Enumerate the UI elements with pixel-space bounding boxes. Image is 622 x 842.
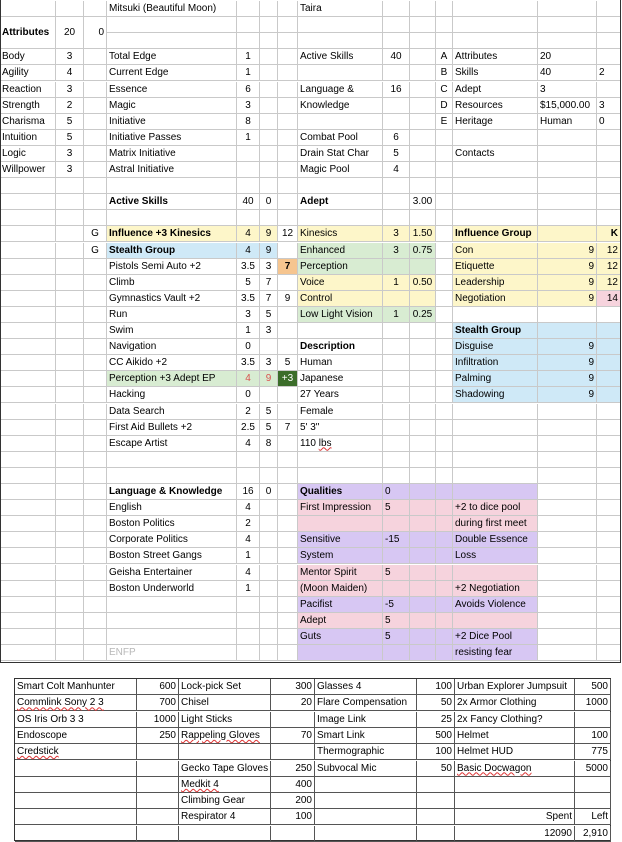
derived-stat-name: Matrix Initiative	[107, 146, 237, 162]
skill-pool-bonus: 9	[278, 291, 298, 307]
qualities-heading: Qualities	[298, 484, 383, 500]
skill-name: Perception +3 Adept EP	[107, 371, 237, 387]
combat-pool-value: 6	[383, 130, 410, 146]
equipment-grid-cell	[137, 826, 179, 842]
knowledge-skill-value: 4	[237, 500, 260, 516]
skill-pool: 7	[260, 275, 278, 291]
priority-letter: B	[436, 65, 453, 81]
knowledge-skill-name: Boston Politics	[107, 516, 237, 532]
equipment-grid-cell	[417, 793, 455, 809]
skill-pool: 9	[260, 243, 278, 259]
quality-note: Double Essence	[453, 532, 538, 548]
quality-note: +2 Dice Pool	[453, 629, 538, 645]
influence-group-column: K	[597, 226, 621, 242]
quality-name: Guts	[298, 629, 383, 645]
skill-name: Climb	[107, 275, 237, 291]
skill-rating: 3.5	[237, 355, 260, 371]
attribute-name: Agility	[0, 65, 56, 81]
equipment-item-name: 2x Fancy Clothing?	[455, 712, 575, 728]
influence-group-heading: Influence Group	[453, 226, 538, 242]
description-line: Japanese	[298, 371, 383, 387]
influence-skill-rating: 9	[538, 243, 597, 259]
attribute-name: Willpower	[0, 162, 56, 178]
skill-name: Navigation	[107, 339, 237, 355]
description-line: 27 Years	[298, 387, 383, 403]
spent-label: Spent	[455, 809, 575, 825]
priority-value: Human	[538, 114, 597, 130]
stealth-skill-name: Infiltration	[453, 355, 538, 371]
skill-name: Hacking	[107, 387, 237, 403]
influence-skill-pool: 12	[597, 275, 621, 291]
quality-note: during first meet	[453, 516, 538, 532]
summary-knowledge-label: Knowledge	[298, 98, 383, 114]
quality-name: Adept	[298, 613, 383, 629]
equipment-item-name: Image Link	[315, 712, 417, 728]
equipment-grid-cell	[15, 826, 137, 842]
knowledge-skill-name: Corporate Politics	[107, 532, 237, 548]
equipment-item-name: Gecko Tape Gloves	[179, 761, 271, 777]
equipment-item-cost: 300	[271, 679, 315, 695]
attribute-name: Strength	[0, 98, 56, 114]
skill-rating: 0	[237, 339, 260, 355]
derived-stat-value: 1	[237, 65, 260, 81]
attribute-name: Logic	[0, 146, 56, 162]
equipment-item-name: Basic Docwagon	[455, 761, 575, 777]
skill-pool: 8	[260, 436, 278, 452]
equipment-grid-cell	[575, 777, 611, 793]
influence-skill-pool: 12	[597, 243, 621, 259]
skill-rating: 4	[237, 371, 260, 387]
derived-stat-value: 3	[237, 98, 260, 114]
magic-pool-label: Magic Pool	[298, 162, 383, 178]
equipment-item-cost: 25	[417, 712, 455, 728]
contacts-heading: Contacts	[453, 146, 597, 162]
adept-power-name: Control	[298, 291, 383, 307]
skill-name: Gymnastics Vault +2	[107, 291, 237, 307]
skill-rating: 1	[237, 323, 260, 339]
equipment-grid-cell	[455, 777, 575, 793]
skill-pool-bonus: +3	[278, 371, 298, 387]
equipment-item-name: Thermographic	[315, 744, 417, 760]
equipment-item-cost: 20	[271, 695, 315, 711]
knowledge-heading: Language & Knowledge	[107, 484, 237, 500]
skill-name: Escape Artist	[107, 436, 237, 452]
derived-stat-name: Magic	[107, 98, 237, 114]
skill-rating: 4	[237, 436, 260, 452]
group-tag: G	[84, 226, 107, 242]
summary-active-skills-label: Active Skills	[298, 49, 383, 65]
knowledge-skill-name: Boston Underworld	[107, 581, 237, 597]
attribute-value: 3	[56, 82, 84, 98]
skill-name: Run	[107, 307, 237, 323]
equipment-grid-cell	[315, 793, 417, 809]
derived-stat-value: 6	[237, 82, 260, 98]
skill-pool: 5	[260, 307, 278, 323]
qualities-total: 0	[383, 484, 410, 500]
skill-pool-bonus: 5	[278, 355, 298, 371]
equipment-item-cost: 70	[271, 728, 315, 744]
attributes-total: 20	[56, 17, 84, 49]
equipment-item-cost: 100	[575, 728, 611, 744]
priority-value: 40	[538, 65, 597, 81]
quality-note: +2 to dice pool	[453, 500, 538, 516]
equipment-item-name: Respirator 4	[179, 809, 271, 825]
equipment-item-cost	[271, 712, 315, 728]
equipment-item-cost: 1000	[137, 712, 179, 728]
equipment-grid-cell	[417, 809, 455, 825]
skill-pool: 5	[260, 404, 278, 420]
skill-name: CC Aikido +2	[107, 355, 237, 371]
skill-name: Pistols Semi Auto +2	[107, 259, 237, 275]
skill-pool-bonus: 12	[278, 226, 298, 242]
adept-power-name: Enhanced	[298, 243, 383, 259]
attribute-value: 5	[56, 114, 84, 130]
quality-note: Avoids Violence	[453, 597, 538, 613]
priority-name: Heritage	[453, 114, 538, 130]
priority-letter: E	[436, 114, 453, 130]
adept-total: 3.00	[410, 194, 436, 210]
summary-active-skills-value: 40	[383, 49, 410, 65]
summary-language-label: Language &	[298, 82, 383, 98]
influence-skill-name: Etiquette	[453, 259, 538, 275]
equipment-grid-cell	[15, 777, 137, 793]
knowledge-skill-value: 1	[237, 581, 260, 597]
summary-language-value: 16	[383, 82, 410, 98]
quality-name: Sensitive	[298, 532, 383, 548]
active-skills-total: 40	[237, 194, 260, 210]
quality-value: 5	[383, 629, 410, 645]
adept-power-cost: 0.25	[410, 307, 436, 323]
quality-name: System	[298, 548, 383, 564]
active-skills-spare: 0	[260, 194, 278, 210]
equipment-item-name: Endoscope	[15, 728, 137, 744]
description-line: 5' 3"	[298, 420, 383, 436]
attribute-value: 3	[56, 146, 84, 162]
stealth-skill-rating: 9	[538, 355, 597, 371]
priority-extra: 0	[597, 114, 621, 130]
equipment-table	[14, 678, 611, 841]
equipment-grid-cell	[15, 793, 137, 809]
attribute-name: Reaction	[0, 82, 56, 98]
personality-type: ENFP	[107, 645, 237, 661]
priority-name: Resources	[453, 98, 538, 114]
equipment-item-cost: 775	[575, 744, 611, 760]
description-line: Female	[298, 404, 383, 420]
quality-name: Mentor Spirit	[298, 565, 383, 581]
equipment-item-name: Helmet	[455, 728, 575, 744]
attribute-name: Intuition	[0, 130, 56, 146]
knowledge-skill-name: Geisha Entertainer	[107, 565, 237, 581]
equipment-item-name: Glasses 4	[315, 679, 417, 695]
quality-note: +2 Negotiation	[453, 581, 538, 597]
attribute-name: Body	[0, 49, 56, 65]
priority-value: 3	[538, 82, 597, 98]
derived-stat-name: Current Edge	[107, 65, 237, 81]
adept-power-name: Voice	[298, 275, 383, 291]
equipment-item-cost: 250	[271, 761, 315, 777]
skill-name: Data Search	[107, 404, 237, 420]
attribute-value: 3	[56, 162, 84, 178]
skill-pool: 9	[260, 371, 278, 387]
equipment-grid-cell	[315, 826, 417, 842]
equipment-item-cost: 5000	[575, 761, 611, 777]
character-surname: Taira	[298, 1, 436, 17]
knowledge-skill-value: 4	[237, 532, 260, 548]
quality-name: Pacifist	[298, 597, 383, 613]
adept-heading: Adept	[298, 194, 383, 210]
equipment-item-name	[179, 744, 271, 760]
equipment-item-cost: 600	[137, 679, 179, 695]
skill-rating: 0	[237, 387, 260, 403]
adept-power-cost: 0.75	[410, 243, 436, 259]
skill-rating: 4	[237, 243, 260, 259]
equipment-grid-cell	[15, 809, 137, 825]
equipment-item-cost: 100	[417, 679, 455, 695]
quality-value: 5	[383, 565, 410, 581]
adept-power-name: Perception	[298, 259, 383, 275]
equipment-item-name: 2x Armor Clothing	[455, 695, 575, 711]
equipment-item-name: Urban Explorer Jumpsuit	[455, 679, 575, 695]
skill-pool: 3	[260, 323, 278, 339]
adept-power-name: Low Light Vision	[298, 307, 383, 323]
stealth-skill-rating: 9	[538, 371, 597, 387]
influence-skill-rating: 9	[538, 291, 597, 307]
knowledge-spare: 0	[260, 484, 278, 500]
stealth-skill-name: Palming	[453, 371, 538, 387]
stealth-group-skill: Stealth Group	[107, 243, 237, 259]
influence-skill-name: Leadership	[453, 275, 538, 291]
adept-power-level: 1	[383, 275, 410, 291]
description-line: 110 lbs	[298, 436, 383, 452]
active-skills-heading: Active Skills	[107, 194, 237, 210]
attributes-heading: Attributes	[0, 17, 56, 49]
skill-pool: 9	[260, 226, 278, 242]
adept-power-cost: 0.50	[410, 275, 436, 291]
equipment-grid-cell	[315, 809, 417, 825]
influence-skill-pool: 12	[597, 259, 621, 275]
quality-note: Loss	[453, 548, 538, 564]
influence-skill-rating: 9	[538, 259, 597, 275]
knowledge-skill-value: 2	[237, 516, 260, 532]
drain-stat-value: 5	[383, 146, 410, 162]
stealth-skill-name: Shadowing	[453, 387, 538, 403]
skill-pool: 3	[260, 355, 278, 371]
knowledge-skill-value: 4	[237, 565, 260, 581]
equipment-item-cost: 700	[137, 695, 179, 711]
skill-rating: 3.5	[237, 291, 260, 307]
knowledge-skill-name: English	[107, 500, 237, 516]
quality-value: 5	[383, 613, 410, 629]
attribute-value: 5	[56, 130, 84, 146]
adept-power-level: 3	[383, 243, 410, 259]
description-heading: Description	[298, 339, 383, 355]
adept-power-level: 1	[383, 307, 410, 323]
attribute-name: Charisma	[0, 114, 56, 130]
influence-skill-rating: 9	[538, 275, 597, 291]
derived-stat-name: Essence	[107, 82, 237, 98]
equipment-grid-cell	[417, 777, 455, 793]
derived-stat-value: 1	[237, 49, 260, 65]
equipment-item-name: Flare Compensation	[315, 695, 417, 711]
equipment-grid-cell	[137, 777, 179, 793]
equipment-item-cost: 200	[271, 793, 315, 809]
skill-name: Swim	[107, 323, 237, 339]
derived-stat-value: 8	[237, 114, 260, 130]
attribute-value: 2	[56, 98, 84, 114]
skill-pool: 3	[260, 259, 278, 275]
adept-power-cost: 1.50	[410, 226, 436, 242]
priority-extra: 2	[597, 65, 621, 81]
equipment-item-name: Helmet HUD	[455, 744, 575, 760]
influence-skill-pool: 14	[597, 291, 621, 307]
priority-letter: D	[436, 98, 453, 114]
derived-stat-name: Initiative Passes	[107, 130, 237, 146]
priority-extra: 3	[597, 98, 621, 114]
spent-amount: 12090	[455, 826, 575, 842]
priority-name: Attributes	[453, 49, 538, 65]
skill-pool: 5	[260, 420, 278, 436]
skill-rating: 4	[237, 226, 260, 242]
equipment-grid-cell	[15, 761, 137, 777]
equipment-item-name: OS Iris Orb 3 3	[15, 712, 137, 728]
priority-name: Skills	[453, 65, 538, 81]
stealth-group-heading: Stealth Group	[453, 323, 538, 339]
equipment-item-cost: 400	[271, 777, 315, 793]
equipment-item-name: Rappeling Gloves	[179, 728, 271, 744]
equipment-grid-cell	[137, 809, 179, 825]
skill-name: First Aid Bullets +2	[107, 420, 237, 436]
equipment-grid-cell	[417, 826, 455, 842]
skill-pool-bonus: 7	[278, 420, 298, 436]
quality-value: 5	[383, 500, 410, 516]
equipment-item-name: Credstick	[15, 744, 137, 760]
attribute-value: 3	[56, 49, 84, 65]
equipment-item-name: Chisel	[179, 695, 271, 711]
derived-stat-value: 1	[237, 130, 260, 146]
skill-pool: 7	[260, 291, 278, 307]
left-amount: 2,910	[575, 826, 611, 842]
equipment-grid-cell	[575, 793, 611, 809]
attributes-spare: 0	[84, 17, 107, 49]
equipment-item-name: Medkit 4	[179, 777, 271, 793]
equipment-item-cost	[137, 744, 179, 760]
stealth-skill-rating: 9	[538, 339, 597, 355]
attribute-value: 4	[56, 65, 84, 81]
equipment-item-cost	[575, 712, 611, 728]
equipment-item-cost: 100	[271, 809, 315, 825]
priority-value: $15,000.00	[538, 98, 597, 114]
equipment-grid-cell	[137, 761, 179, 777]
quality-value: -5	[383, 597, 410, 613]
stealth-skill-name: Disguise	[453, 339, 538, 355]
priority-value: 20	[538, 49, 597, 65]
adept-power-name: Kinesics	[298, 226, 383, 242]
quality-note: resisting fear	[453, 645, 538, 661]
priority-letter: A	[436, 49, 453, 65]
group-tag: G	[84, 243, 107, 259]
skill-rating: 3	[237, 307, 260, 323]
character-name: Mitsuki (Beautiful Moon)	[107, 1, 298, 17]
equipment-item-name: Subvocal Mic	[315, 761, 417, 777]
equipment-item-cost: 500	[575, 679, 611, 695]
equipment-item-cost: 50	[417, 695, 455, 711]
knowledge-skill-value: 1	[237, 548, 260, 564]
description-line: Human	[298, 355, 383, 371]
equipment-item-name: Smart Link	[315, 728, 417, 744]
derived-stat-name: Total Edge	[107, 49, 237, 65]
skill-rating: 5	[237, 275, 260, 291]
derived-stat-name: Astral Initiative	[107, 162, 237, 178]
skill-rating: 3.5	[237, 259, 260, 275]
equipment-item-cost: 1000	[575, 695, 611, 711]
adept-power-level: 3	[383, 226, 410, 242]
equipment-item-cost: 100	[417, 744, 455, 760]
equipment-item-name: Lock-pick Set	[179, 679, 271, 695]
equipment-item-name: Commlink Sony 2 3	[15, 695, 137, 711]
equipment-grid-cell	[455, 793, 575, 809]
equipment-grid-cell	[137, 793, 179, 809]
skill-pool-bonus: 7	[278, 259, 298, 275]
derived-stat-name: Initiative	[107, 114, 237, 130]
influence-skill-name: Con	[453, 243, 538, 259]
equipment-grid-cell	[179, 826, 271, 842]
equipment-grid-cell	[315, 777, 417, 793]
equipment-item-cost	[271, 744, 315, 760]
equipment-item-name: Smart Colt Manhunter	[15, 679, 137, 695]
equipment-item-name: Climbing Gear	[179, 793, 271, 809]
knowledge-skill-name: Boston Street Gangs	[107, 548, 237, 564]
equipment-item-cost: 250	[137, 728, 179, 744]
knowledge-total: 16	[237, 484, 260, 500]
equipment-item-cost: 500	[417, 728, 455, 744]
magic-pool-value: 4	[383, 162, 410, 178]
left-label: Left	[575, 809, 611, 825]
priority-letter: C	[436, 82, 453, 98]
equipment-item-name: Light Sticks	[179, 712, 271, 728]
quality-value: -15	[383, 532, 410, 548]
quality-name: (Moon Maiden)	[298, 581, 383, 597]
equipment-item-cost: 50	[417, 761, 455, 777]
skill-rating: 2.5	[237, 420, 260, 436]
drain-stat-label: Drain Stat Char	[298, 146, 383, 162]
equipment-grid-cell	[271, 826, 315, 842]
skill-rating: 2	[237, 404, 260, 420]
influence-group-skill: Influence +3 Kinesics	[107, 226, 237, 242]
stealth-skill-rating: 9	[538, 387, 597, 403]
combat-pool-label: Combat Pool	[298, 130, 383, 146]
priority-name: Adept	[453, 82, 538, 98]
influence-skill-name: Negotiation	[453, 291, 538, 307]
quality-name: First Impression	[298, 500, 383, 516]
